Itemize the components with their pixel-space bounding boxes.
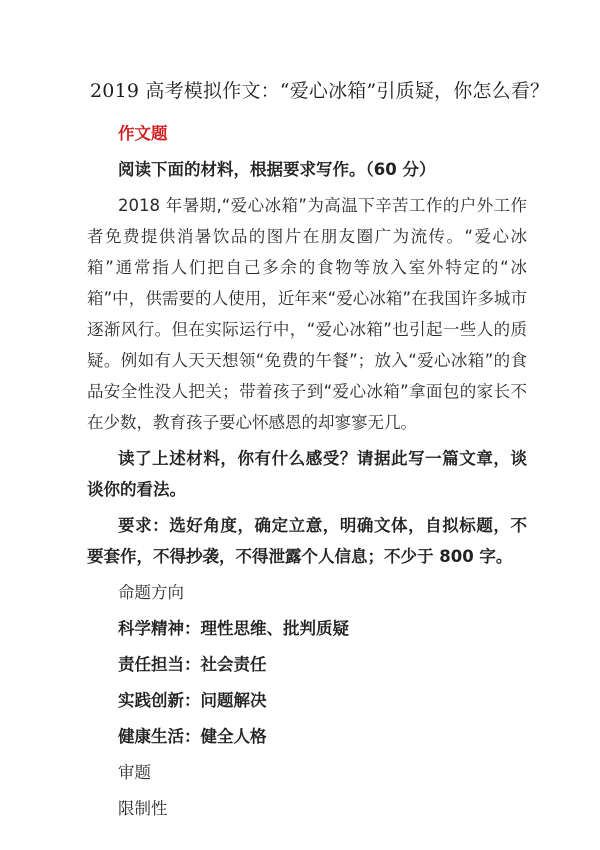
- section-heading: 作文题: [118, 124, 168, 143]
- document-body: [87, 118, 527, 824]
- restriction-label: 限制性: [118, 799, 168, 818]
- analysis-label: 审题: [118, 763, 151, 782]
- direction-label: 命题方向: [118, 583, 184, 602]
- prompt-paragraph: 读了上述材料，你有什么感受？请据此写一篇文章，谈谈你的看法。: [87, 449, 527, 499]
- direction-item: 科学精神：理性思维、批判质疑: [118, 619, 349, 638]
- page-title: 2019 高考模拟作文：“爱心冰箱”引质疑，你怎么看？: [90, 80, 550, 102]
- requirements-paragraph: 要求：选好角度，确定立意，明确文体，自拟标题，不要套作，不得抄袭，不得泄露个人信息；不少于 800 字。: [87, 516, 527, 566]
- direction-item: 责任担当：社会责任: [118, 655, 267, 674]
- direction-item: 健康生活：健全人格: [118, 727, 267, 746]
- material-paragraph: 2018 年暑期,“爱心冰箱”为高温下辛苦工作的户外工作者免费提供消暑饮品的图片在朋友圈广为流传。“爱心冰箱”通常指人们把自己多余的食物等放入室外特定的“冰箱”中，供需要的人使用，近年来“爱心冰箱”在我国许多城市逐渐风行。但在实际运行中，“爱心冰箱”也引起一些人的质疑。例如有人天天想领“免费的午餐”；放入“爱心冰箱”的食品安全性没人把关；带着孩子到“爱心冰箱”拿面包的家长不在少数，教育孩子要心怀感恩的却寥寥无几。: [87, 196, 527, 432]
- instruction-text: 阅读下面的材料，根据要求写作。（60 分）: [118, 160, 436, 179]
- direction-item: 实践创新：问题解决: [118, 691, 267, 710]
